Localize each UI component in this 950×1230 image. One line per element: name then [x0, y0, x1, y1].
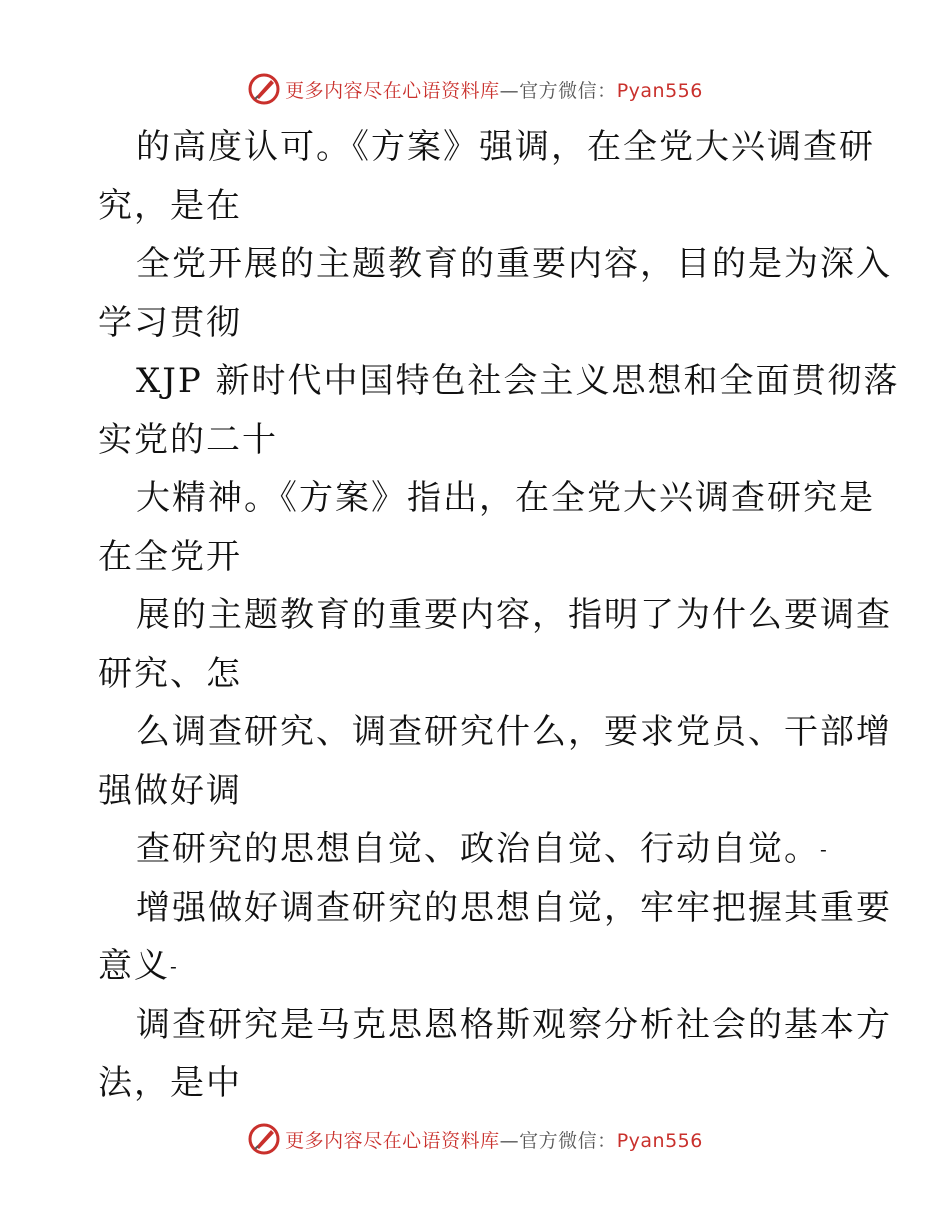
quill-logo-icon — [247, 1122, 281, 1156]
text-line: 展的主题教育的重要内容，指明了为什么要调查 — [136, 595, 892, 635]
section-mark: - — [820, 837, 829, 861]
text-line: 全党开展的主题教育的重要内容，目的是为深入 — [136, 244, 892, 284]
text-line: 么调查研究、调查研究什么，要求党员、干部增 — [136, 712, 892, 752]
footer-watermark — [0, 1122, 950, 1156]
text-line: XJP 新时代中国特色社会主义思想和全面贯彻落 — [136, 361, 900, 401]
text-line: 强做好调 — [98, 770, 242, 811]
text-line: 实党的二十 — [98, 419, 278, 460]
text-line: 调查研究是马克思恩格斯观察分析社会的基本方 — [136, 1004, 892, 1045]
text-line: 增强做好调查研究的思想自觉，牢牢把握其重要 — [136, 887, 892, 928]
text-line: 大精神。《方案》指出，在全党大兴调查研究是 — [136, 478, 875, 518]
text-line: 法，是中 — [98, 1063, 242, 1103]
watermark-text: 更多内容尽在心语资料库—官方微信：Pyan556 — [285, 79, 703, 102]
text-line: 在全党开 — [98, 536, 242, 577]
header-watermark — [0, 72, 950, 106]
section-mark: - — [170, 954, 179, 978]
text-line: 研究、怎 — [98, 653, 242, 694]
text-line: 查研究的思想自觉、政治自觉、行动自觉。- — [136, 829, 829, 869]
quill-logo-icon — [247, 72, 281, 106]
text-line: 学习贯彻 — [98, 302, 242, 343]
text-line: 意义- — [98, 946, 179, 986]
watermark-text: 更多内容尽在心语资料库—官方微信：Pyan556 — [285, 1129, 703, 1152]
body-text — [98, 118, 900, 1113]
text-line: 的高度认可。《方案》强调，在全党大兴调查研 — [136, 127, 875, 167]
text-line: 究，是在 — [98, 185, 242, 226]
